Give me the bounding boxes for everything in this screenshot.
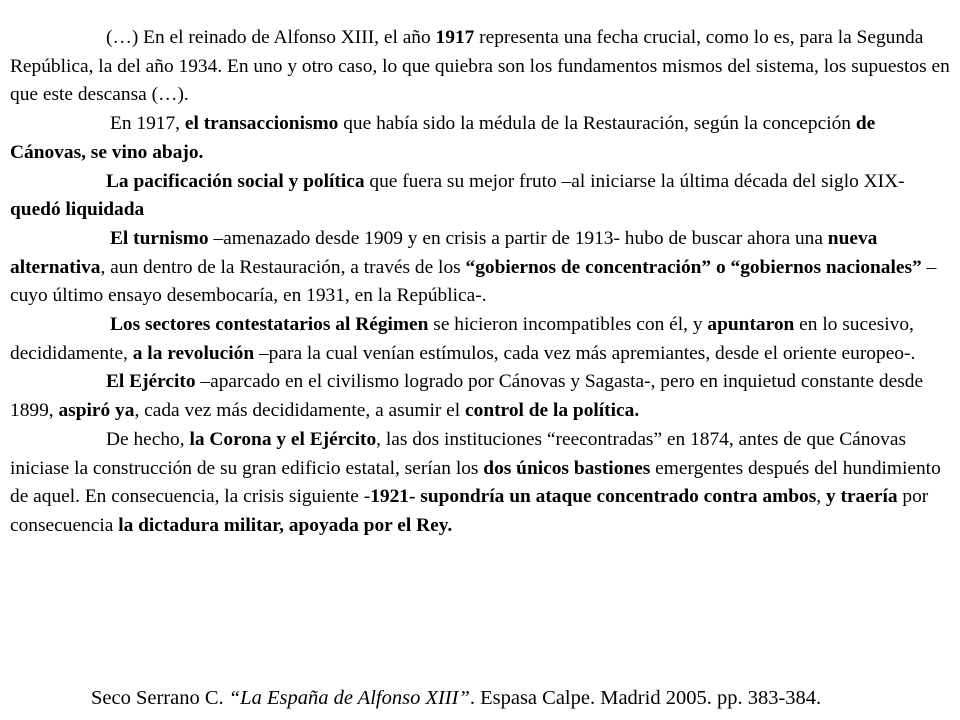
text-segment: , aun dentro de la Restauración, a través de los (100, 256, 466, 278)
text-segment: –cuyo último ensayo desembocaría, en 1931, en la República-. (10, 256, 937, 307)
text-segment: , (816, 486, 826, 508)
bold-text-segment: y traería (825, 486, 898, 508)
text-segment: que fuera su mejor fruto –al iniciarse la última década del siglo XIX- (364, 170, 905, 192)
text-segment: representa una fecha crucial, como lo es, para la Segunda República, la del año 1934. En uno y otro caso, lo que quiebra son los fundamentos mismos del sistema, los supuestos en que este descansa (…). (10, 27, 950, 106)
citation-publisher: . Espasa Calpe. Madrid 2005. pp. 383-384. (469, 687, 822, 709)
bold-text-segment: aspiró ya (58, 400, 135, 422)
bold-text-segment: de Cánovas, se vino abajo. (10, 113, 876, 163)
document-body (10, 24, 950, 541)
bold-text-segment: dos únicos bastiones (483, 457, 651, 479)
bold-text-segment: la dictadura militar, apoyada por el Rey. (118, 514, 453, 536)
bold-text-segment: “gobiernos de concentración” o “gobiernos nacionales” (465, 256, 922, 278)
text-segment: se hicieron incompatibles con él, y (428, 314, 708, 336)
bold-text-segment: control de la política. (465, 400, 640, 422)
paragraph-pacificacion (10, 168, 950, 225)
paragraph-transaccionismo (10, 110, 950, 167)
text-segment: (…) En el reinado de Alfonso XIII, el año (106, 27, 436, 48)
bold-text-segment: quedó liquidada (10, 199, 145, 221)
paragraph-sectores (10, 311, 950, 368)
text-segment: –aparcado en el civilismo logrado por Cánovas y Sagasta-, pero en inquietud constante desde 1899, (10, 371, 924, 422)
bold-text-segment: Los sectores contestatarios al Régimen (110, 314, 429, 336)
bold-text-segment: a la revolución (132, 342, 255, 364)
text-segment: De hecho, (106, 428, 190, 450)
bold-text-segment: 1921- supondría un ataque concentrado contra ambos (370, 486, 817, 508)
bold-text-segment: El turnismo (110, 227, 209, 249)
paragraph-hecho (10, 426, 950, 541)
bold-text-segment: nueva alternativa (10, 227, 878, 278)
paragraph-intro (10, 24, 950, 110)
citation-title: “La España de Alfonso XIII” (228, 687, 470, 709)
bold-text-segment: El Ejército (106, 371, 196, 393)
text-segment: emergentes después del hundimiento de aquel. En consecuencia, la crisis siguiente - (10, 457, 941, 508)
text-segment: por consecuencia (10, 486, 929, 536)
text-segment: , cada vez más decididamente, a asumir el (134, 400, 466, 422)
bold-text-segment: la Corona y el Ejército (189, 428, 377, 450)
text-segment: , las dos instituciones “reecontradas” en 1874, antes de que Cánovas iniciase la construcción de su gran edificio estatal, serían los (10, 428, 907, 479)
citation (10, 684, 950, 712)
text-segment: –para la cual venían estímulos, cada vez más apremiantes, desde el oriente europeo-. (254, 342, 916, 364)
text-segment: que había sido la médula de la Restauración, según la concepción (338, 113, 856, 135)
citation-author: Seco Serrano C. (91, 687, 229, 709)
paragraph-ejercito (10, 368, 950, 425)
text-segment: –amenazado desde 1909 y en crisis a partir de 1913- hubo de buscar ahora una (208, 227, 828, 249)
bold-text-segment: La pacificación social y política (106, 170, 365, 192)
bold-text-segment: apuntaron (707, 314, 795, 336)
text-segment: En 1917, (110, 113, 185, 135)
paragraph-turnismo (10, 225, 950, 311)
bold-text-segment: el transaccionismo (184, 113, 339, 135)
bold-text-segment: 1917 (435, 27, 475, 48)
text-segment: en lo sucesivo, decididamente, (10, 314, 914, 364)
